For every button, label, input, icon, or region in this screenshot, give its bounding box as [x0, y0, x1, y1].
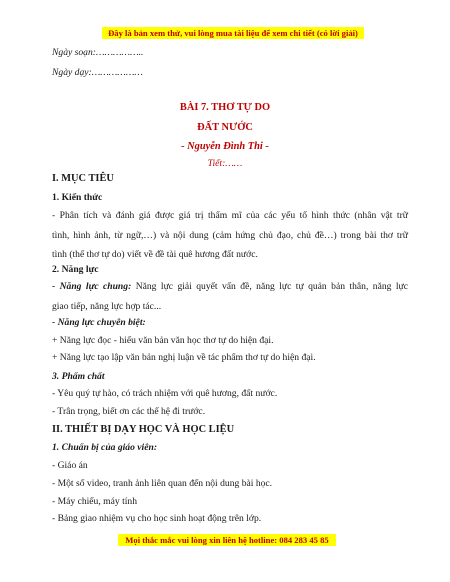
quality-heading: 3. Phẩm chất [52, 371, 105, 382]
quality-item: - Yêu quý tự hào, có trách nhiệm với quê hương, đất nước. [52, 388, 278, 399]
knowledge-line: tình (thể thơ tự do) viết về đề tài quê hương đất nước. [52, 249, 258, 260]
equipment-item: - Một số video, tranh ảnh liên quan đến nội dung bài học. [52, 478, 273, 489]
section-equipment-heading: II. THIẾT BỊ DẠY HỌC VÀ HỌC LIỆU [52, 424, 235, 435]
knowledge-line: - Phân tích và đánh giá được giá trị thẩm mĩ của các yếu tố hình thức (nhân vật trữ [52, 210, 408, 221]
general-ability-line [52, 280, 408, 300]
knowledge-heading: 1. Kiến thức [52, 192, 103, 203]
preview-banner: Đây là bản xem thử, vui lòng mua tài liệu để xem chi tiết (có lời giải) [102, 27, 364, 39]
ability-heading: 2. Năng lực [52, 264, 99, 275]
knowledge-line: tình, hình ảnh, từ ngữ,…) và nội dung (cảm hứng chủ đạo, chủ đề…) trong bài thơ trữ [52, 229, 408, 241]
author-name: - Nguyễn Đình Thi - [181, 141, 269, 152]
specific-ability-item: + Năng lực đọc - hiểu văn bản văn học thơ tự do hiện đại. [52, 335, 274, 346]
equipment-item: - Giáo án [52, 460, 88, 471]
knowledge-paragraph [52, 209, 408, 268]
section-objectives-heading: I. MỤC TIÊU [52, 173, 114, 184]
period-label: Tiết:…… [207, 158, 243, 169]
specific-ability-label: - Năng lực chuyên biệt: [52, 317, 146, 328]
general-ability-text: Năng lực giải quyết vấn đề, năng lực tự quản bản thân, năng lực [131, 281, 408, 292]
quality-item: - Trân trọng, biết ơn các thế hệ đi trước. [52, 406, 206, 417]
equipment-item: - Máy chiếu, máy tính [52, 496, 137, 507]
equipment-item: - Bảng giao nhiệm vụ cho học sinh hoạt động trên lớp. [52, 513, 262, 524]
preparation-date: Ngày soạn:…………….. [52, 47, 144, 58]
general-ability-paragraph [52, 280, 408, 319]
hotline-footer: Mọi thắc mắc vui lòng xin liên hệ hotline: 084 283 45 85 [118, 534, 336, 546]
teaching-date: Ngày dạy:……………… [52, 67, 143, 78]
specific-ability-item: + Năng lực tạo lập văn bản nghị luận về tác phẩm thơ tự do hiện đại. [52, 352, 316, 363]
work-title: ĐẤT NƯỚC [197, 122, 253, 133]
general-ability-line-2: giao tiếp, năng lực hợp tác... [52, 300, 162, 312]
general-ability-label: - Năng lực chung: [52, 281, 132, 292]
lesson-title: BÀI 7. THƠ TỰ DO [179, 102, 271, 113]
teacher-prep-heading: 1. Chuẩn bị của giáo viên: [52, 442, 158, 453]
